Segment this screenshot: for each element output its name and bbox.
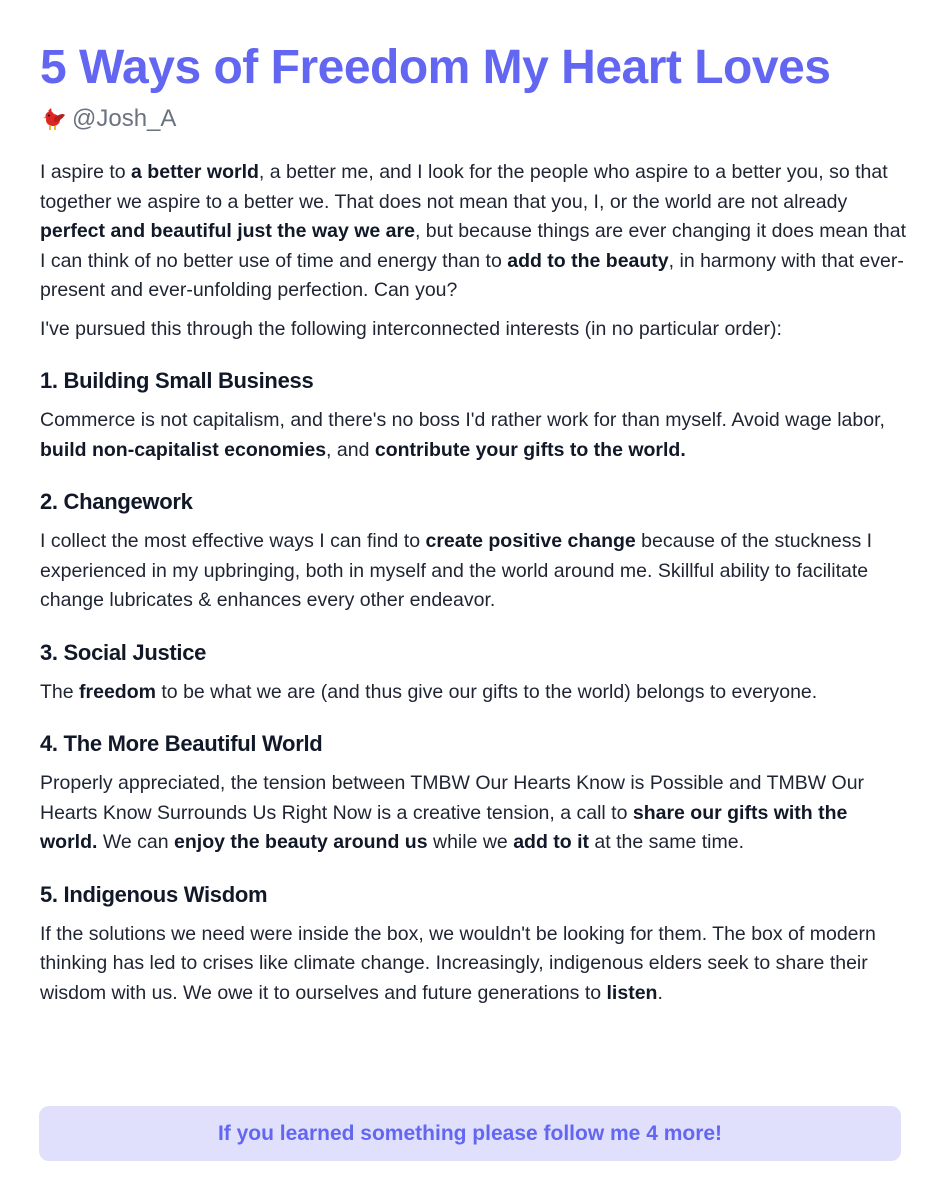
text-span: I collect the most effective ways I can find to — [40, 530, 426, 552]
bold-text: share our gifts with the world. — [40, 801, 848, 853]
bold-text: perfect and beautiful just the way we are — [40, 220, 415, 242]
section-heading: 2. Changework — [40, 489, 193, 514]
text-span: , and — [326, 438, 375, 461]
text-span: , in harmony with that ever-present and ever-unfolding perfection. Can you? — [40, 249, 904, 301]
text-span: If the solutions we need were inside the box, we wouldn't be looking for them. The box of modern thinking has led to crises like climate change. Increasingly, indigenous elders seek to share their wisdom with us. We owe it to ourselves and future generations to — [40, 922, 876, 1004]
text-span: , but because things are ever changing it does mean that I can think of no better use of time and energy than to — [40, 220, 907, 272]
text-span: Properly appreciated, the tension between TMBW Our Hearts Know is Possible and TMBW Our Hearts Know Surrounds Us Right Now is a creative tension, a call to — [40, 772, 865, 824]
section-paragraph — [40, 678, 906, 708]
author-handle[interactable]: @Josh_A — [72, 105, 177, 132]
text-span: I aspire to — [40, 161, 132, 183]
text-span: Commerce is not capitalism, and there's no boss I'd rather work for than myself. Avoid wage labor, — [40, 409, 885, 431]
text-span: I've pursued this through the following interconnected interests (in no particular order): — [40, 317, 782, 340]
bold-text: enjoy the beauty around us — [174, 831, 428, 853]
section-heading: 4. The More Beautiful World — [40, 731, 323, 756]
text-span: , a better me, and I look for the people who aspire to a better you, so that together we aspire to a better we. That does not mean that you, I, or the world are not already — [40, 161, 888, 213]
text-span: at the same time. — [589, 831, 744, 853]
section-heading: 5. Indigenous Wisdom — [40, 881, 268, 907]
bold-text: build non-capitalist economies — [40, 438, 327, 461]
intro-paragraph — [40, 315, 906, 345]
text-span: The — [40, 680, 80, 703]
follow-cta-button[interactable]: If you learned something please follow me 4 more! — [39, 1106, 901, 1161]
section-paragraph — [40, 406, 906, 465]
bold-text: add to it — [513, 831, 590, 853]
intro-paragraph — [40, 158, 906, 306]
bold-text: listen — [606, 981, 658, 1004]
bold-text: contribute your gifts to the world. — [374, 438, 686, 461]
bold-text: freedom — [79, 680, 156, 703]
bold-text: create positive change — [425, 530, 636, 552]
section-heading: 1. Building Small Business — [40, 368, 314, 393]
article-body — [40, 158, 906, 1008]
red-bird-icon — [40, 106, 66, 132]
text-span: while we — [427, 831, 514, 853]
post — [40, 38, 906, 1017]
section-heading: 3. Social Justice — [40, 639, 207, 665]
text-span: . — [657, 981, 663, 1004]
text-span: because of the stuckness I experienced in my upbringing, both in myself and the world around me. Skillful ability to facilitate change lubricates & enhances every other endeavor. — [40, 530, 873, 611]
text-span: to be what we are (and thus give our gifts to the world) belongs to everyone. — [155, 680, 818, 703]
bold-text: a better world — [131, 161, 259, 183]
section-paragraph — [40, 527, 906, 616]
bold-text: add to the beauty — [507, 249, 669, 272]
section-paragraph — [40, 920, 906, 1009]
author-byline[interactable] — [40, 102, 906, 136]
text-span: We can — [97, 831, 175, 853]
page-title: 5 Ways of Freedom My Heart Loves — [40, 41, 831, 94]
section-paragraph — [40, 769, 906, 858]
